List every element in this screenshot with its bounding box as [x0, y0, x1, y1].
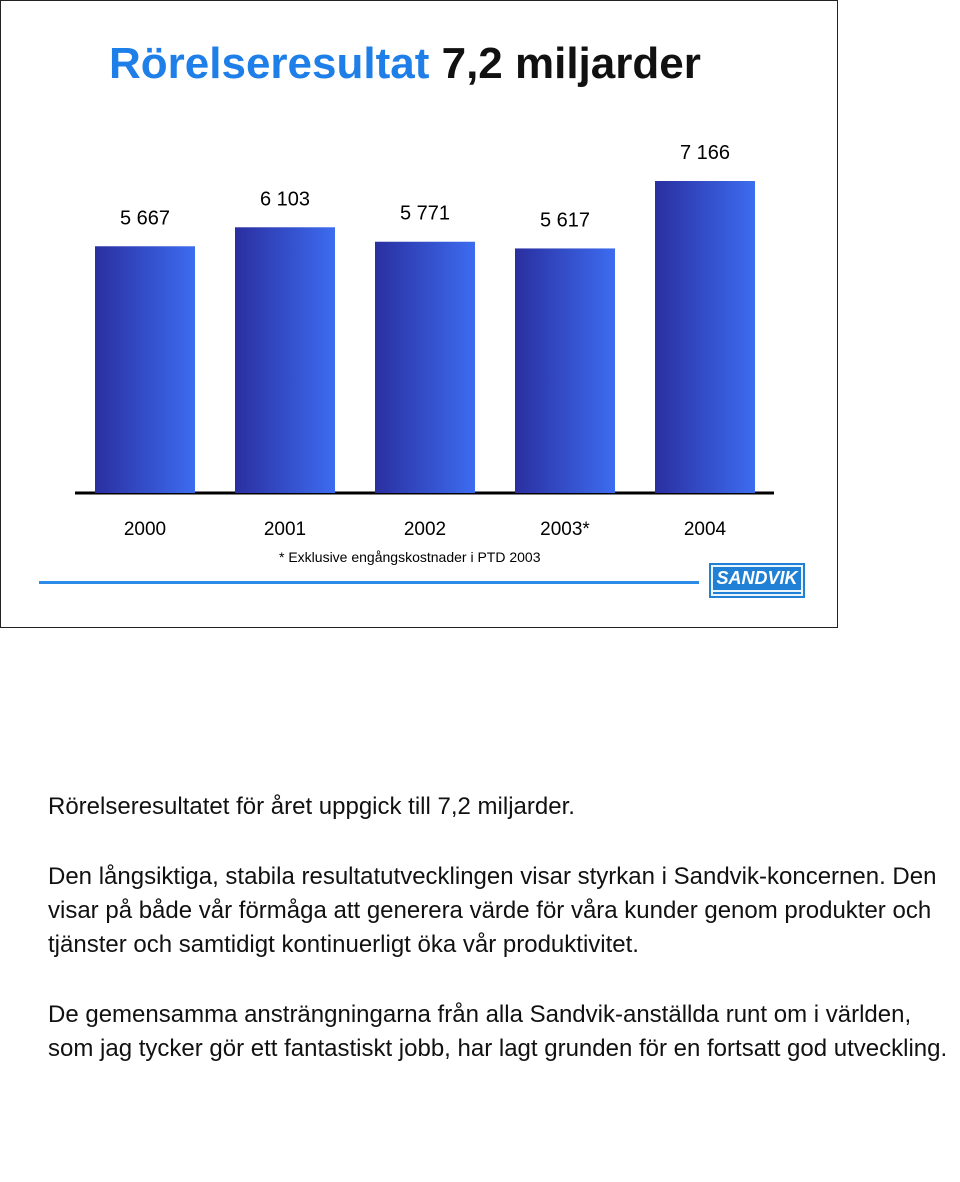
logo-stripe — [713, 592, 801, 594]
value-label: 5 771 — [399, 202, 451, 225]
bar-2000 — [95, 246, 195, 493]
paragraph-3: De gemensamma ansträngningarna från alla Sandvik-anställda runt om i världen, som jag tycker gör ett fantastiskt jobb, har lagt grunden för en fortsatt god utveckling. — [48, 1001, 948, 1062]
value-label: 5 617 — [539, 209, 591, 232]
divider-line — [39, 581, 699, 584]
paragraph-2: Den långsiktiga, stabila resultatutvecklingen visar styrkan i Sandvik-koncernen. Den visar på både vår förmåga att generera värde för våra kunder genom produkter och tjänster och samtidigt kontinuerligt öka vår produktivitet. — [48, 863, 937, 958]
x-tick-label: 2002 — [403, 519, 447, 540]
chart-footnote: * Exklusive engångskostnader i PTD 2003 — [279, 549, 541, 565]
bar-2004 — [655, 181, 755, 493]
value-label: 7 166 — [679, 142, 731, 164]
value-label: 6 103 — [259, 188, 311, 211]
title-part1: Rörelseresultat — [109, 39, 430, 88]
value-label: 5 667 — [119, 207, 171, 230]
bar-2002 — [375, 242, 475, 493]
x-tick-label: 2004 — [683, 519, 727, 540]
bar-2003* — [515, 248, 615, 493]
sandvik-logo — [709, 563, 805, 598]
bar-chart — [1, 1, 839, 546]
logo-text: SANDVIK — [713, 567, 801, 590]
x-tick-label: 2003* — [540, 519, 590, 540]
x-tick-label: 2000 — [123, 519, 167, 540]
bar-2001 — [235, 227, 335, 493]
title-part2: 7,2 miljarder — [441, 39, 701, 88]
paragraph-1: Rörelseresultatet för året uppgick till 7,2 miljarder. — [48, 793, 575, 820]
body-text — [48, 790, 960, 1102]
x-tick-label: 2001 — [263, 519, 307, 540]
slide — [0, 0, 838, 628]
